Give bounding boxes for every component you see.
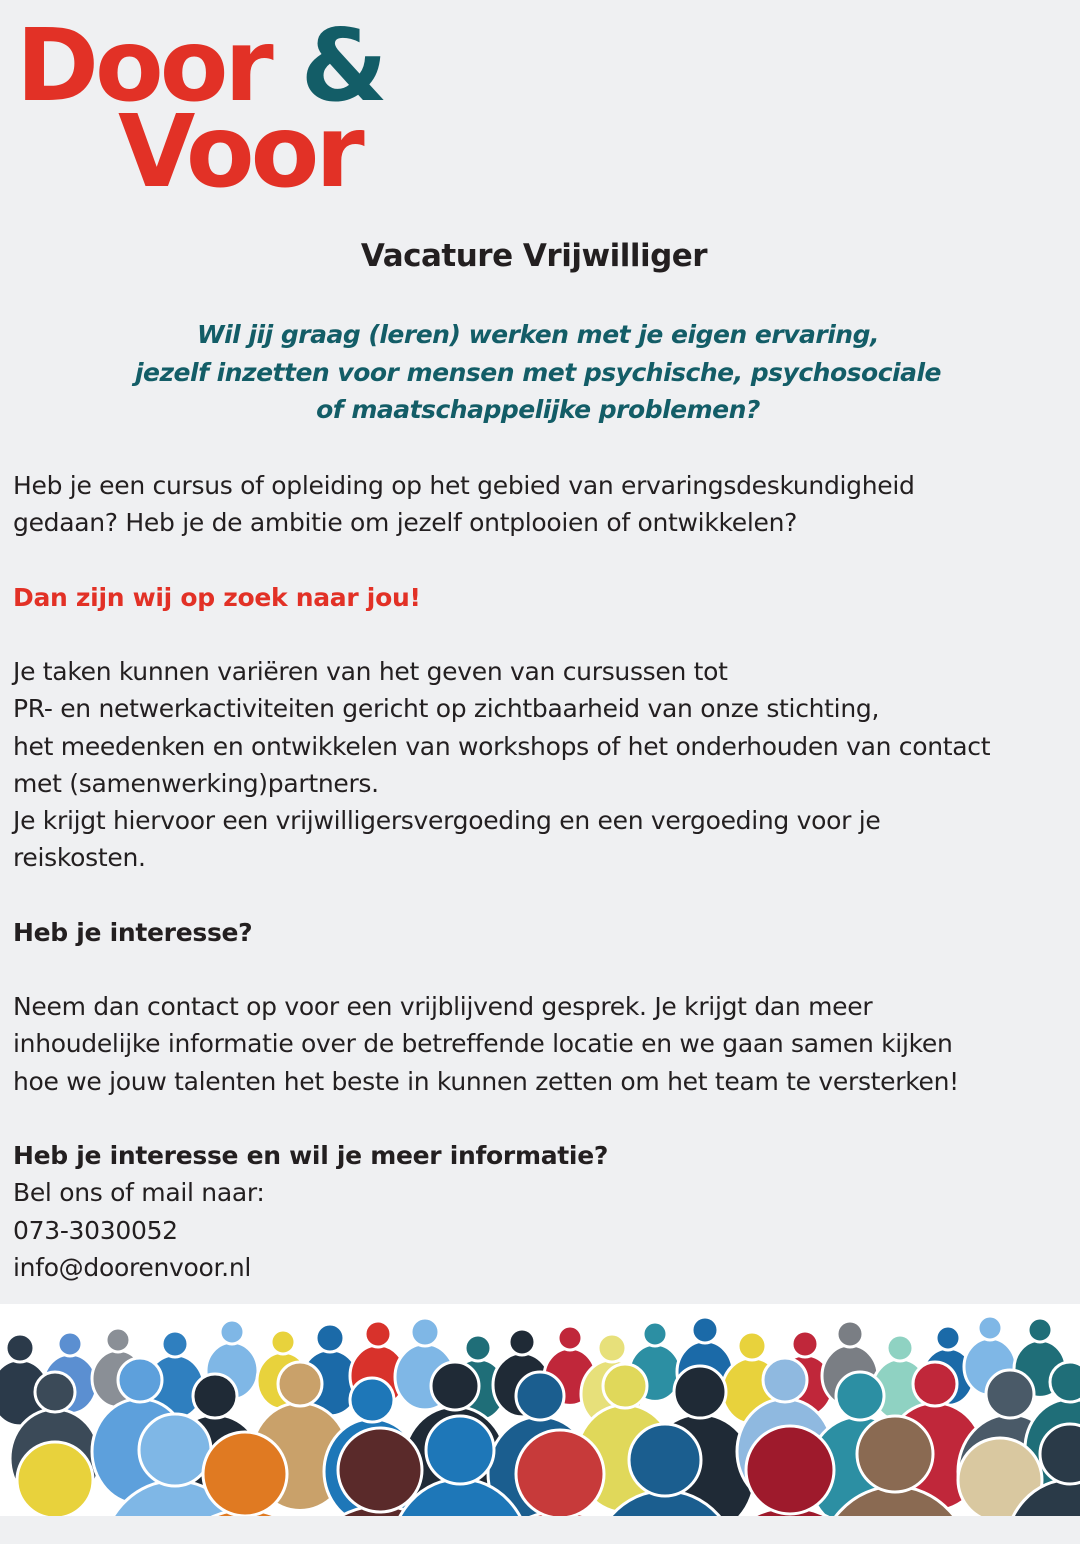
- paragraph-education: [13, 467, 1073, 542]
- text-line: hoe we jouw talenten het beste in kunnen zetten om het team te versterken!: [13, 1066, 959, 1096]
- contact-lead: Bel ons of mail naar:: [13, 1178, 265, 1208]
- contact-block: [13, 1137, 1073, 1286]
- text-line: Je krijgt hiervoor een vrijwilligersvergoeding en een vergoeding voor je: [13, 806, 881, 836]
- contact-heading: Heb je interesse en wil je meer informatie?: [13, 1141, 609, 1170]
- text-line: inhoudelijke informatie over de betreffende locatie en we gaan samen kijken: [13, 1029, 953, 1059]
- crowd-illustration-icon: [0, 1304, 1080, 1516]
- contact-phone[interactable]: 073-3030052: [13, 1215, 178, 1245]
- text-line: Heb je een cursus of opleiding op het gebied van ervaringsdeskundigheid: [13, 471, 915, 500]
- text-line: Neem dan contact op voor een vrijblijvend gesprek. Je krijgt dan meer: [13, 992, 873, 1021]
- interest-heading: Heb je interesse?: [13, 918, 253, 947]
- logo-word-voor: Voor: [118, 93, 361, 210]
- intro-question: [0, 316, 1076, 429]
- crowd-svg: [0, 1304, 1080, 1516]
- text-line: het meedenken en ontwikkelen van workshops of het onderhouden van contact: [13, 731, 991, 761]
- text-line: Je taken kunnen variëren van het geven van cursussen tot: [13, 657, 728, 686]
- text-line: met (samenwerking)partners.: [13, 768, 379, 798]
- text-line: gedaan? Heb je de ambitie om jezelf ontplooien of ontwikkelen?: [13, 508, 798, 538]
- intro-line: of maatschappelijke problemen?: [316, 395, 760, 424]
- logo-ampersand: &: [300, 7, 384, 124]
- text-line: PR- en netwerkactiviteiten gericht op zichtbaarheid van onze stichting,: [13, 694, 880, 724]
- paragraph-tasks: [13, 653, 1073, 877]
- text-line: reiskosten.: [13, 843, 146, 873]
- paragraph-contact-invite: [13, 988, 1073, 1100]
- intro-line: Wil jij graag (leren) werken met je eigen ervaring,: [197, 320, 879, 349]
- call-to-action: Dan zijn wij op zoek naar jou!: [13, 583, 421, 612]
- logo: [16, 6, 436, 210]
- page-title: Vacature Vrijwilliger: [360, 238, 708, 274]
- intro-line: jezelf inzetten voor mensen met psychische, psychosociale: [134, 357, 941, 387]
- logo-word-door: Door: [16, 7, 270, 124]
- contact-email[interactable]: info@doorenvoor.nl: [13, 1252, 252, 1282]
